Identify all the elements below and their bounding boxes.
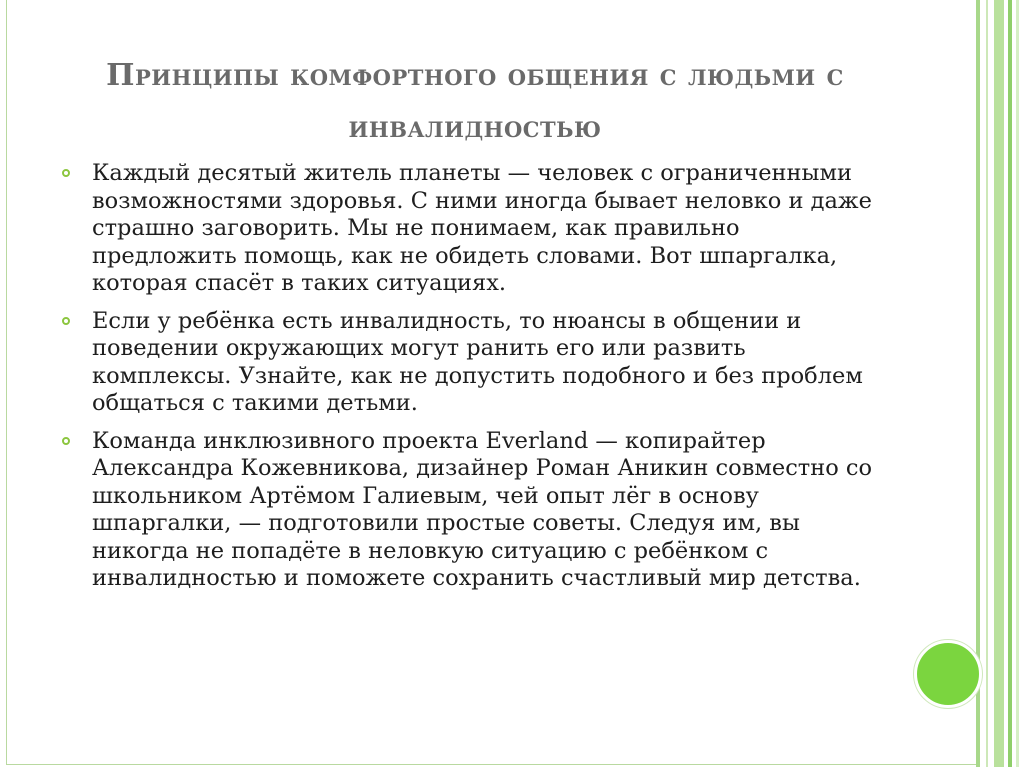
- stripe: [1016, 0, 1019, 767]
- right-decorative-stripes: [976, 0, 1024, 767]
- bullet-item: [60, 428, 890, 593]
- stripe: [1008, 0, 1012, 767]
- bullet-text: Команда инклюзивного проекта Everland — копирайтер Александра Кожевникова, дизайнер Роман Аникин совместно со школьником Артёмом Галиевым, чей опыт лёг в основу шпаргалки, — подготовили простые советы. Следуя им, вы никогда не попадёте в неловкую ситуацию с ребёнком с инвалидностью и поможете сохранить счастливый мир детства.: [92, 427, 873, 591]
- bullet-list: [60, 160, 890, 603]
- bullet-circle-icon: [62, 169, 70, 177]
- stripe: [976, 0, 980, 767]
- slide-title: Принципы комфортного общения с людьми с инвалидностью: [106, 58, 844, 145]
- bullet-text: Каждый десятый житель планеты — человек с ограниченными возможностями здоровья. С ними иногда бывает неловко и даже страшно заговорить. Мы не понимаем, как правильно предложить помощь, как не обидеть словами. Вот шпаргалка, которая спасёт в таких ситуациях.: [92, 160, 872, 296]
- stripe: [986, 0, 988, 767]
- bullet-circle-icon: [62, 317, 70, 325]
- bullet-text: Если у ребёнка есть инвалидность, то нюансы в общении и поведении окружающих могут ранить его или развить комплексы. Узнайте, как не допустить подобного и без проблем общаться с такими детьми.: [92, 307, 863, 416]
- bullet-item: [60, 308, 890, 418]
- green-circle-decoration: [914, 640, 982, 708]
- bullet-item: [60, 160, 890, 298]
- stripe: [994, 0, 1004, 767]
- bullet-circle-icon: [62, 437, 70, 445]
